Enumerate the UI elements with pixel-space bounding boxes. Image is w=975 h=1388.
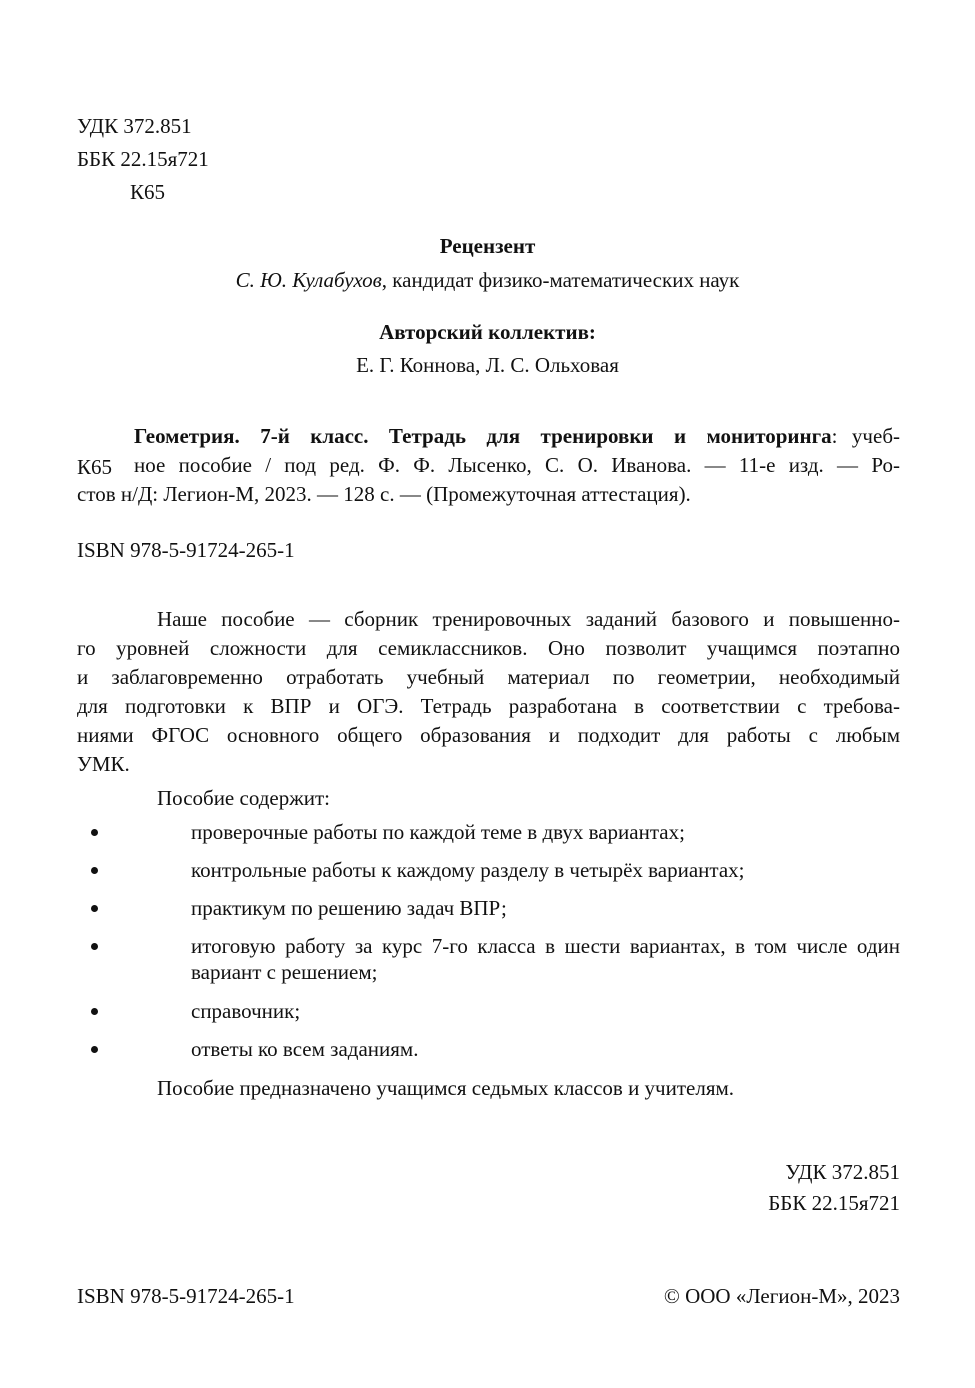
list-item: итоговую работу за курс 7-го класса в шести вариантах, в том числе один [191,934,900,958]
closing-sentence: Пособие предназначено учащимся седьмых классов и учителям. [157,1076,735,1100]
footer-udk: УДК 372.851 [785,1160,900,1184]
biblio-line-3 [77,480,900,509]
bbk-code: ББК 22.15я721 [77,147,209,171]
copyright-line [664,1286,900,1307]
footer-isbn: ISBN 978-5-91724-265-1 [77,1284,295,1308]
list-item: проверочные работы по каждой теме в двух вариантах; [191,820,685,844]
reviewer-name: С. Ю. Кулабухов [235,268,382,292]
bullet-icon [91,1046,98,1053]
bullet-icon [91,829,98,836]
list-item: практикум по решению задач ВПР; [191,896,507,920]
copyright-icon: © [663,1284,680,1308]
annotation-line: и заблаговременно отработать учебный материал по геометрии, необходимый [77,665,900,689]
list-item: ответы ко всем заданиям. [191,1037,419,1061]
list-item: контрольные работы к каждому разделу в четырёх вариантах; [191,858,745,882]
biblio-line-3-text: стов н/Д: Легион-М, 2023. — 128 с. — (Промежуточная аттестация). [77,482,691,506]
reviewer-line [0,270,975,291]
biblio-line-1 [134,422,900,451]
authors-names: Е. Г. Коннова, Л. С. Ольховая [356,353,619,377]
annotation-line: Наше пособие — сборник тренировочных заданий базового и повышенно- [157,607,900,631]
footer-bbk: ББК 22.15я721 [768,1191,900,1215]
isbn-top: ISBN 978-5-91724-265-1 [77,538,295,562]
biblio-line-1-rest: : учеб- [831,424,900,448]
annotation-line: го уровней сложности для семиклассников. Оно позволит учащимся поэтапно [77,636,900,660]
bullet-icon [91,905,98,912]
bullet-icon [91,867,98,874]
annotation-line: УМК. [77,752,130,776]
bullet-icon [91,943,98,950]
contains-label: Пособие содержит: [157,786,330,810]
annotation-paragraph [77,605,900,779]
biblio-line-2-wrap [77,451,900,480]
udk-code: УДК 372.851 [77,114,192,138]
biblio-description [134,422,900,451]
biblio-line-2: ное пособие / под ред. Ф. Ф. Лысенко, С. О. Иванова. — 11-е изд. — Ро- [134,453,900,477]
copyright-text: ООО «Легион-М», 2023 [685,1284,900,1308]
biblio-continuation [77,451,900,509]
reviewer-credentials: , кандидат физико-математических наук [381,268,740,292]
author-mark: К65 [130,180,166,204]
biblio-mark: К65 [77,455,113,479]
annotation-line: ниями ФГОС основного общего образования и подходит для работы с любым [77,723,900,747]
annotation-line: для подготовки к ВПР и ОГЭ. Тетрадь разработана в соответствии с требова- [77,694,900,718]
book-title: Геометрия. 7-й класс. Тетрадь для тренировки и мониторинга [134,424,832,448]
authors-heading: Авторский коллектив: [379,320,596,344]
reviewer-heading: Рецензент [439,234,536,258]
bullet-icon [91,1008,98,1015]
list-item: справочник; [191,999,301,1023]
list-item-continuation: вариант с решением; [191,960,378,984]
